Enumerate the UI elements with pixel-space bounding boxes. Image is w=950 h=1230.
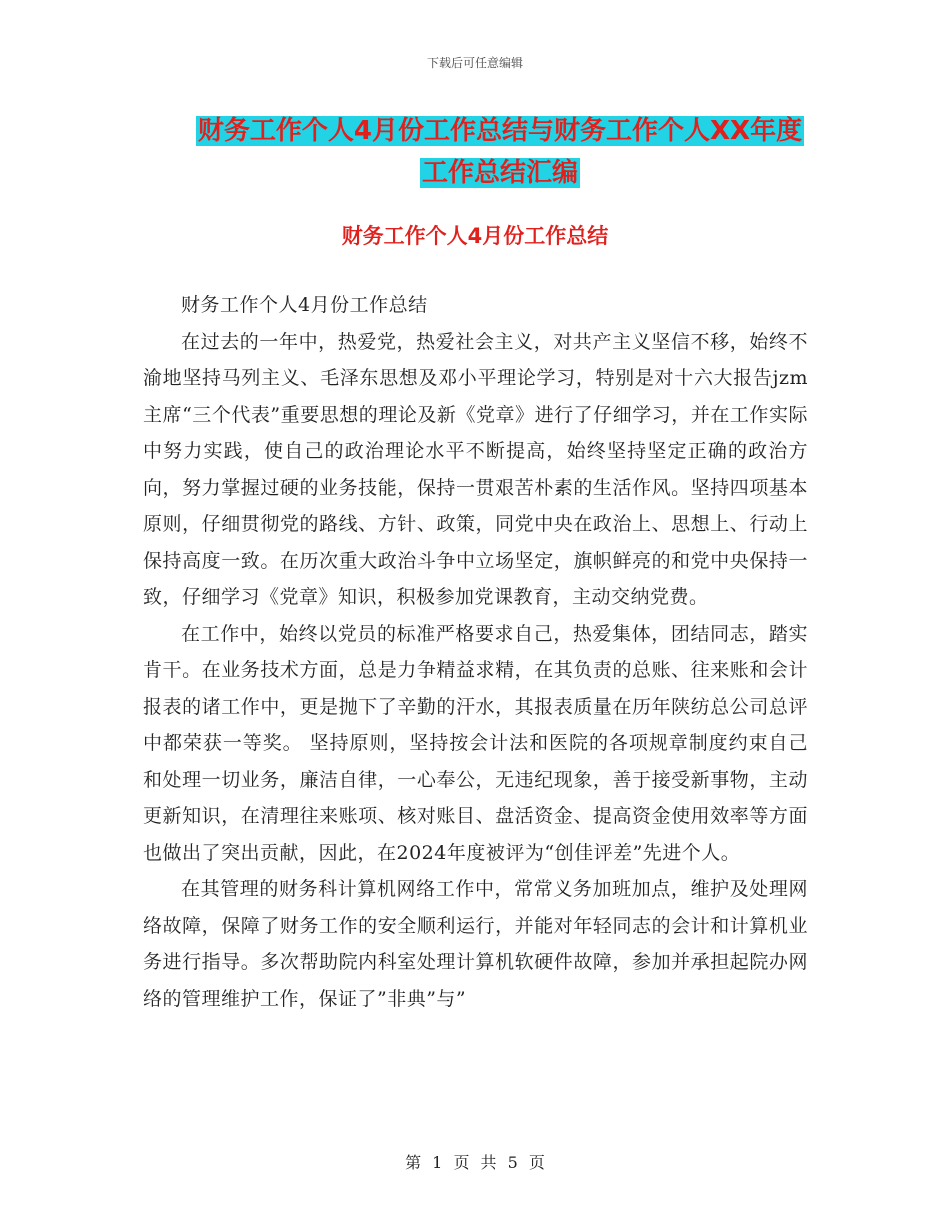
- document-title: [190, 110, 810, 194]
- paragraph: 在其管理的财务科计算机网络工作中，常常义务加班加点，维护及处理网络故障，保障了财务工作的安全顺利运行，并能对年轻同志的会计和计算机业务进行指导。多次帮助院内科室处理计算机软硬件故障，参加并承担起院办网络的管理维护工作，保证了”非典”与”: [143, 878, 808, 1010]
- document-title-line1: 财务工作个人4月份工作总结与财务工作个人XX年度: [197, 116, 803, 146]
- paragraph: 在过去的一年中，热爱党，热爱社会主义，对共产主义坚信不移，始终不渝地坚持马列主义、毛泽东思想及邓小平理论学习，特别是对十六大报告jzm主席“三个代表”重要思想的理论及新《党章》进行了仔细学习，并在工作实际中努力实践，使自己的政治理论水平不断提高，始终坚持坚定正确的政治方向，努力掌握过硬的业务技能，保持一贯艰苦朴素的生活作风。坚持四项基本原则，仔细贯彻党的路线、方针、政策，同党中央在政治上、思想上、行动上保持高度一致。在历次重大政治斗争中立场坚定，旗帜鲜亮的和党中央保持一致，仔细学习《党章》知识，积极参加党课教育，主动交纳党费。: [143, 330, 808, 608]
- section-title: 财务工作个人4月份工作总结: [341, 224, 609, 248]
- document-body: [143, 287, 808, 1017]
- paragraph-subtitle: 财务工作个人4月份工作总结: [181, 294, 428, 316]
- page-footer: 第 1 页 共 5 页: [405, 1153, 545, 1172]
- document-title-line2: 工作总结汇编: [421, 158, 578, 188]
- paragraph: 在工作中，始终以党员的标准严格要求自己，热爱集体，团结同志，踏实肯干。在业务技术方面，总是力争精益求精，在其负责的总账、往来账和会计报表的诸工作中，更是抛下了辛勤的汗水，其报表质量在历年陕纺总公司总评中都荣获一等奖。 坚持原则，坚持按会计法和医院的各项规章制度约束自己和处理一切业务，廉洁自律，一心奉公，无违纪现象，善于接受新事物，主动更新知识，在清理往来账项、核对账目、盘活资金、提高资金使用效率等方面也做出了突出贡献，因此，在2024年度被评为“创佳评差”先进个人。: [143, 622, 808, 864]
- header-note: 下载后可任意编辑: [426, 56, 523, 70]
